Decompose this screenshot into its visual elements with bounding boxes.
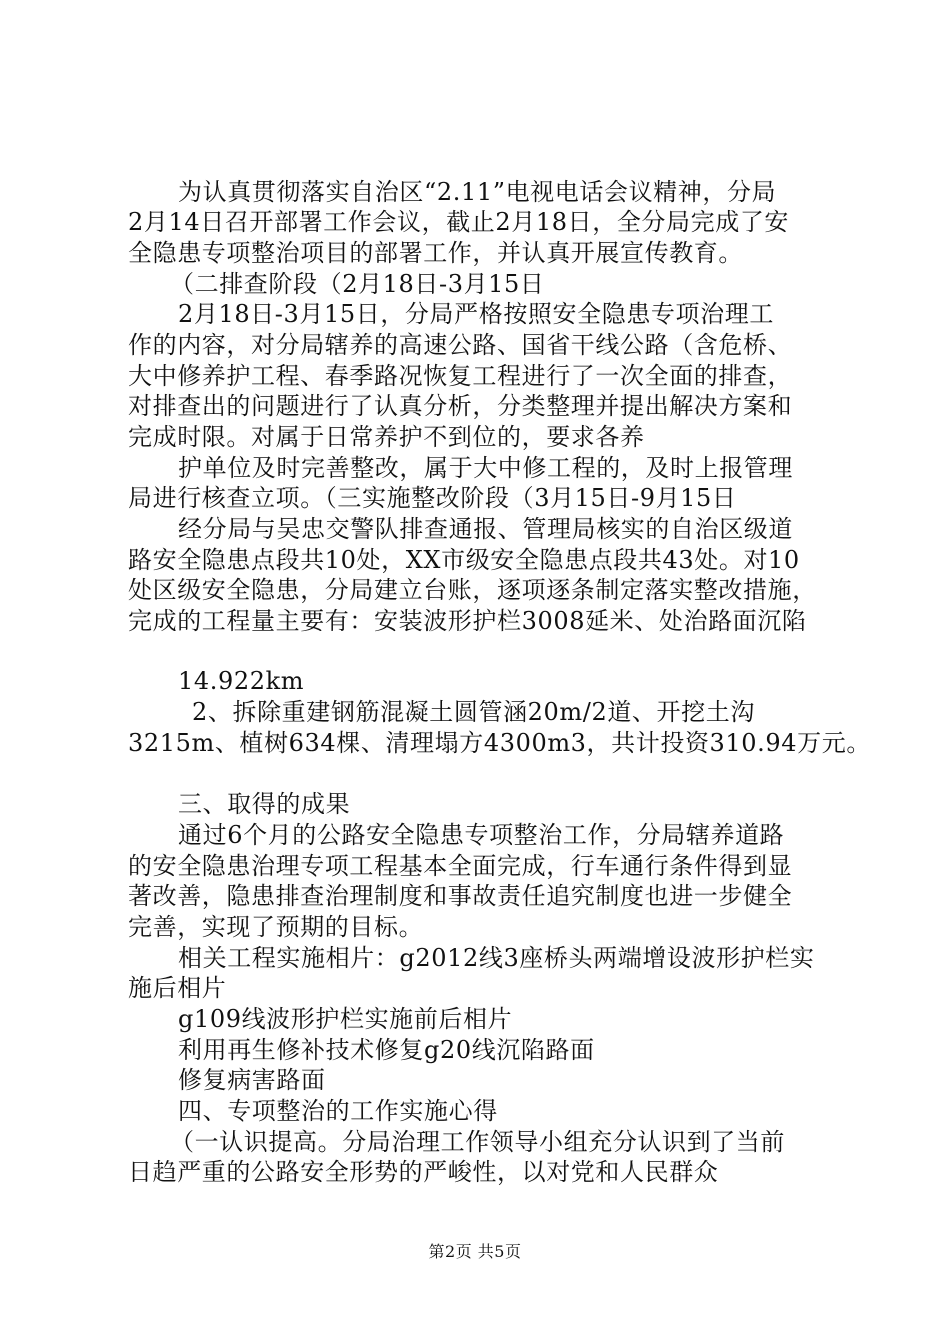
text-line-27: 利用再生修补技术修复g20线沉陷路面	[178, 1036, 595, 1064]
text-line-1: 为认真贯彻落实自治区“2.11”电视电话会议精神，分局	[178, 178, 777, 206]
text-line-26: g109线波形护栏实施前后相片	[178, 1005, 513, 1033]
text-line-5: 2月18日-3月15日，分局严格按照安全隐患专项治理工	[178, 300, 774, 328]
text-line-14: 处区级安全隐患，分局建立台账，逐项逐条制定落实整改措施，	[128, 576, 817, 604]
text-line-8: 对排查出的问题进行了认真分析，分类整理并提出解决方案和	[128, 392, 793, 420]
section-heading-4: 四、专项整治的工作实施心得	[178, 1097, 498, 1125]
text-line-23: 完善，实现了预期的目标。	[128, 913, 424, 941]
text-line-20: 通过6个月的公路安全隐患专项整治工作，分局辖养道路	[178, 821, 785, 849]
text-line-13: 路安全隐患点段共10处，XX市级安全隐患点段共43处。对10	[128, 546, 800, 574]
text-line-10: 护单位及时完善整改，属于大中修工程的，及时上报管理	[178, 454, 793, 482]
text-line-21: 的安全隐患治理专项工程基本全面完成，行车通行条件得到显	[128, 852, 793, 880]
text-line-24: 相关工程实施相片：g2012线3座桥头两端增设波形护栏实	[178, 944, 815, 972]
text-line-22: 著改善，隐患排查治理制度和事故责任追究制度也进一步健全	[128, 882, 793, 910]
text-line-2: 2月14日召开部署工作会议，截止2月18日，全分局完成了安	[128, 208, 790, 236]
text-line-28: 修复病害路面	[178, 1066, 326, 1094]
text-line-17: 2、拆除重建钢筋混凝土圆管涵20m/2道、开挖土沟	[192, 698, 755, 726]
text-line-31: 日趋严重的公路安全形势的严峻性，以对党和人民群众	[128, 1158, 719, 1186]
text-line-3: 全隐患专项整治项目的部署工作，并认真开展宣传教育。	[128, 239, 743, 267]
text-line-4: （二排查阶段（2月18日-3月15日	[170, 270, 545, 298]
text-line-25: 施后相片	[128, 974, 227, 1002]
page-footer: 第2页 共5页	[428, 1242, 522, 1261]
text-line-6: 作的内容，对分局辖养的高速公路、国省干线公路（含危桥、	[128, 331, 793, 359]
text-line-12: 经分局与吴忠交警队排查通报、管理局核实的自治区级道	[178, 515, 793, 543]
text-line-15: 完成的工程量主要有：安装波形护栏3008延米、处治路面沉陷	[128, 607, 807, 635]
section-heading-3: 三、取得的成果	[178, 790, 351, 818]
text-line-11: 局进行核查立项。（三实施整改阶段（3月15日-9月15日	[128, 484, 737, 512]
text-line-18: 3215m、植树634棵、清理塌方4300m3，共计投资310.94万元。	[128, 729, 871, 757]
text-line-9: 完成时限。对属于日常养护不到位的，要求各养	[128, 423, 645, 451]
text-line-30: （一认识提高。分局治理工作领导小组充分认识到了当前	[170, 1128, 785, 1156]
text-line-16: 14.922km	[178, 667, 305, 695]
text-line-7: 大中修养护工程、春季路况恢复工程进行了一次全面的排查，	[128, 362, 793, 390]
